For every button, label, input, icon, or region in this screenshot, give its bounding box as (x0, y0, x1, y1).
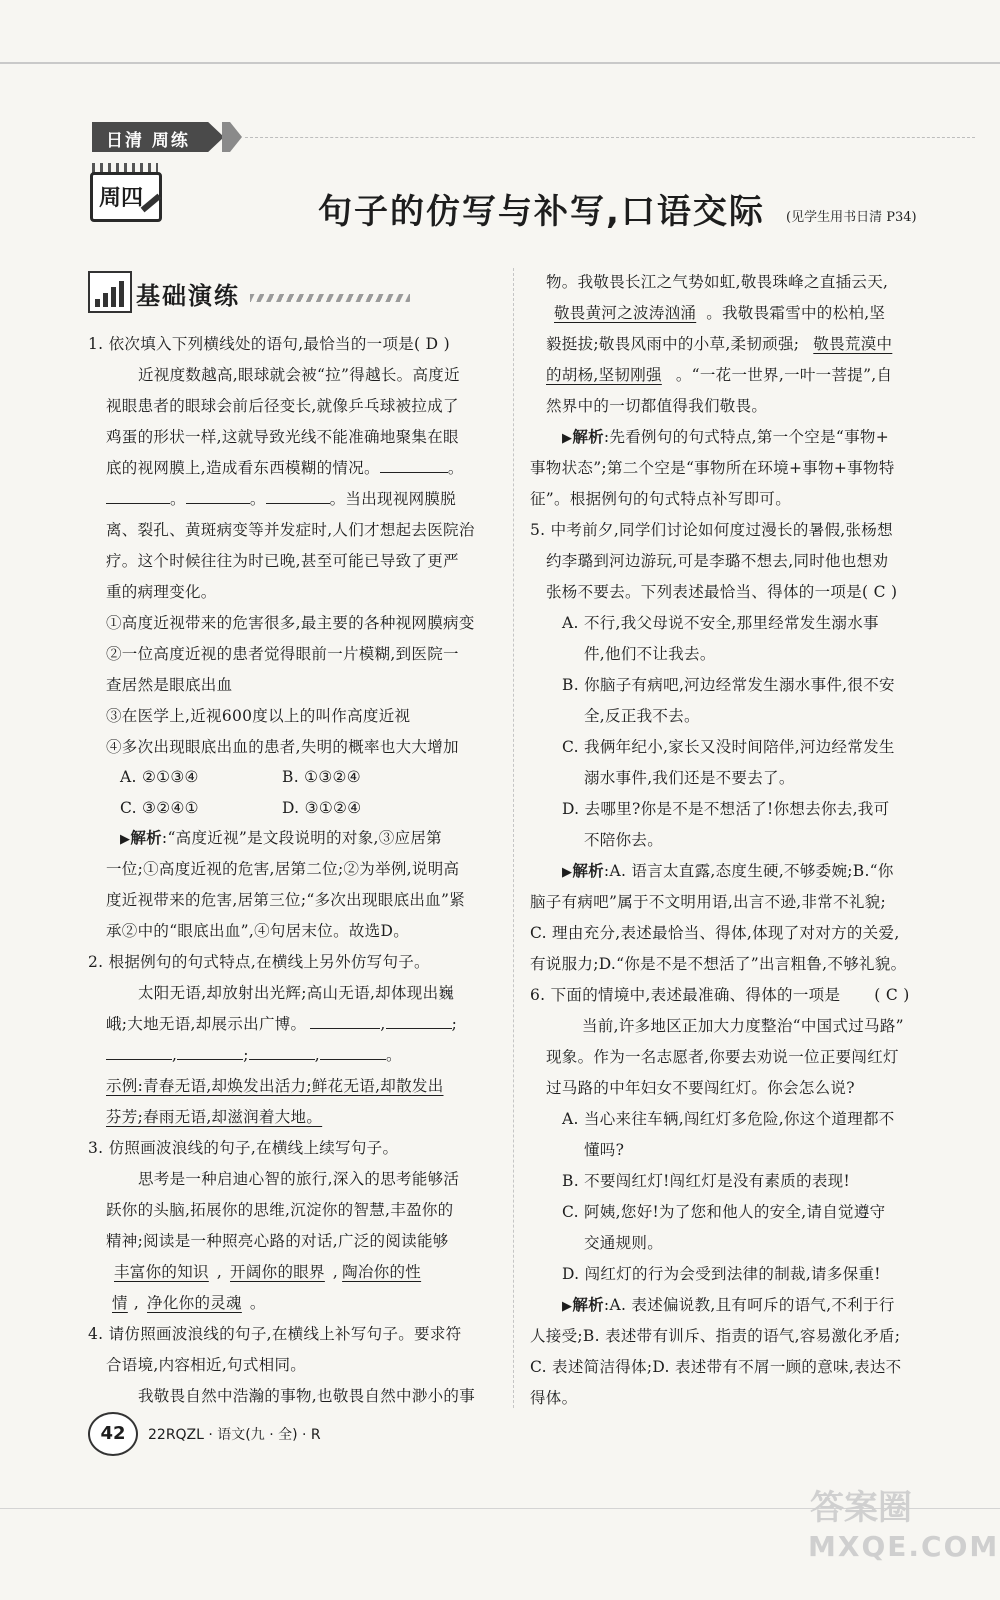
q2-sample-answer-2: 芬芳;春雨无语,却滋润着大地。 (106, 1108, 323, 1126)
play-icon: ▶ (562, 865, 573, 880)
q3-passage-2: 跃你的头脑,拓展你的思维,沉淀你的智慧,丰盈你的 (106, 1201, 454, 1219)
day-tag (90, 172, 162, 222)
q4-stem-1: 4. 请仿照画波浪线的句子,在横线上补写句子。要求符 (88, 1325, 462, 1343)
answer-blank (310, 1014, 380, 1029)
q3-stem: 3. 仿照画波浪线的句子,在横线上续写句子。 (88, 1139, 399, 1157)
q5-analysis-2: 脑子有病吧”属于不文明用语,出言不逊,非常不礼貌; (530, 893, 887, 911)
reference-note: (见学生用书日清 P34) (786, 210, 917, 225)
day-label: 周四 (99, 186, 144, 211)
page-number: 42 (88, 1412, 138, 1456)
q6-analysis-4: 得体。 (530, 1389, 578, 1407)
answer-blank (249, 1045, 315, 1060)
q4-passage-2: 物。我敬畏长江之气势如虹,敬畏珠峰之直插云天, (546, 273, 889, 291)
q1-passage-1: 近视度数越高,眼球就会被“拉”得越长。高度近 (138, 366, 460, 384)
q6-option-c: C. 阿姨,您好!为了您和他人的安全,请自觉遵守 (562, 1203, 886, 1221)
q4-analysis-3: 征”。根据例句的句式特点补写即可。 (530, 490, 792, 508)
q3-passage-3: 精神;阅读是一种照亮心路的对话,广泛的阅读能够 (106, 1232, 449, 1250)
answer-blank (380, 458, 448, 473)
q6-option-c-cont: 交通规则。 (584, 1234, 664, 1252)
answer-blank (266, 489, 330, 504)
q5-option-a-cont: 件,他们不让我去。 (584, 645, 716, 663)
book-code: 22RQZL · 语文(九 · 全) · R (148, 1427, 321, 1443)
play-icon: ▶ (562, 1299, 573, 1314)
q1-passage-4: 底的视网膜上,造成看东西模糊的情况。 。 (106, 459, 464, 477)
q6-answer: ( C ) (874, 986, 910, 1004)
q5-analysis-4: 有说服力;D.“你是不是不想活了”出言粗鲁,不够礼貌。 (530, 955, 907, 973)
q4-analysis-1: ▶解析:先看例句的句式特点,第一个空是“事物+ (562, 427, 889, 446)
q2-example-1: 太阳无语,却放射出光辉;高山无语,却体现出巍 (138, 984, 455, 1002)
header-banner (92, 122, 242, 152)
play-icon: ▶ (120, 832, 131, 847)
q4-passage-3: 敬畏黄河之波涛汹涌 。我敬畏霜雪中的松柏,坚 (554, 304, 886, 322)
section-stripe (250, 294, 410, 302)
answer-blank (186, 489, 250, 504)
q1-analysis-3: 度近视带来的危害,居第三位;“多次出现眼底出血”紧 (106, 891, 465, 909)
q1-passage-2: 视眼患者的眼球会前后径变长,就像乒乓球被拉成了 (106, 397, 459, 415)
answer-blank (386, 1014, 452, 1029)
banner-label: 日清 周练 (106, 131, 190, 151)
q1-analysis-2: 一位;①高度近视的危害,居第二位;②为举例,说明高 (106, 860, 460, 878)
q1-sentence-1: ①高度近视带来的危害很多,最主要的各种视网膜病变 (106, 614, 475, 632)
play-icon: ▶ (562, 431, 573, 446)
q5-option-c: C. 我俩年纪小,家长又没时间陪伴,河边经常发生 (562, 738, 895, 756)
q6-option-a-cont: 懂吗? (584, 1141, 625, 1159)
q4-passage-5: 的胡杨,坚韧刚强 。“一花一世界,一叶一菩提”,自 (546, 366, 893, 384)
q4-stem-2: 合语境,内容相近,句式相同。 (106, 1356, 307, 1374)
q1-passage-8: 重的病理变化。 (106, 583, 217, 601)
q6-analysis-1: ▶解析:A. 表述偏说教,且有呵斥的语气,不利于行 (562, 1295, 895, 1314)
q5-stem-1: 5. 中考前夕,同学们讨论如何度过漫长的暑假,张杨想 (530, 521, 893, 539)
q5-option-b: B. 你脑子有病吧,河边经常发生溺水事件,很不安 (562, 676, 895, 694)
q5-stem-2: 约李璐到河边游玩,可是李璐不想去,同时他也想劝 (546, 552, 889, 570)
q4-analysis-2: 事物状态”;第二个空是“事物所在环境+事物+事物特 (530, 459, 895, 477)
answer-blank (106, 1045, 172, 1060)
q3-answer-line-2: 情 , 净化你的灵魂 。 (112, 1294, 266, 1312)
q6-option-b: B. 不要闯红灯!闯红灯是没有素质的表现! (562, 1172, 851, 1190)
q1-passage-6: 离、裂孔、黄斑病变等并发症时,人们才想起去医院治 (106, 521, 475, 539)
q2-sample-answer-1: 示例:青春无语,却焕发出活力;鲜花无语,却散发出 (106, 1077, 444, 1095)
q4-passage-4: 毅挺拔;敬畏风雨中的小草,柔韧顽强; 敬畏荒漠中 (546, 335, 893, 353)
q6-analysis-3: C. 表述简洁得体;D. 表述带有不屑一顾的意味,表达不 (530, 1358, 902, 1376)
q1-sentence-4: ④多次出现眼底出血的患者,失明的概率也大大增加 (106, 738, 459, 756)
q4-passage-6: 然界中的一切都值得我们敬畏。 (546, 397, 768, 415)
top-border (0, 62, 1000, 64)
q1-option-b: B. ①③②④ (282, 768, 361, 786)
q2-stem: 2. 根据例句的句式特点,在横线上另外仿写句子。 (88, 953, 430, 971)
bar-chart-icon (88, 271, 132, 313)
answer-blank (106, 489, 170, 504)
q6-analysis-2: 人接受;B. 表述带有训斥、指责的语气,容易激化矛盾; (530, 1327, 901, 1345)
q1-stem: 1. 依次填入下列横线处的语句,最恰当的一项是( D ) (88, 335, 450, 353)
q5-analysis-3: C. 理由充分,表述最恰当、得体,体现了对对方的关爱, (530, 924, 900, 942)
q1-passage-7: 疗。这个时候往往为时已晚,甚至可能已导致了更严 (106, 552, 459, 570)
q5-option-d: D. 去哪里?你是不是不想活了!你想去你去,我可 (562, 800, 890, 818)
q6-context-1: 当前,许多地区正加大力度整治“中国式过马路” (582, 1017, 904, 1035)
answer-blank (177, 1045, 243, 1060)
q5-option-a: A. 不行,我父母说不安全,那里经常发生溺水事 (562, 614, 879, 632)
q5-analysis-1: ▶解析:A. 语言太直露,态度生硬,不够委婉;B.“你 (562, 861, 894, 880)
q1-sentence-2: ②一位高度近视的患者觉得眼前一片模糊,到医院一 (106, 645, 459, 663)
q4-passage-1: 我敬畏自然中浩瀚的事物,也敬畏自然中渺小的事 (138, 1387, 476, 1405)
watermark-url: MXQE.COM (808, 1530, 1000, 1563)
q1-passage-5: 。 。 。当出现视网膜脱 (106, 489, 456, 509)
q6-option-d: D. 闯红灯的行为会受到法律的制裁,请多保重! (562, 1265, 881, 1283)
q1-sentence-3: ③在医学上,近视600度以上的叫作高度近视 (106, 707, 411, 725)
section-title: 基础演练 (136, 282, 240, 310)
q6-context-3: 过马路的中年妇女不要闯红灯。你会怎么说? (546, 1079, 855, 1097)
header-divider (245, 137, 975, 138)
column-divider (513, 268, 514, 1408)
q2-blanks: , ; , 。 (106, 1045, 402, 1065)
q1-option-d: D. ③①②④ (282, 799, 362, 817)
q6-option-a: A. 当心来往车辆,闯红灯多危险,你这个道理都不 (562, 1110, 895, 1128)
q3-passage-1: 思考是一种启迪心智的旅行,深入的思考能够活 (138, 1170, 460, 1188)
q6-context-2: 现象。作为一名志愿者,你要去劝说一位正要闯红灯 (546, 1048, 899, 1066)
q5-option-c-cont: 溺水事件,我们还是不要去了。 (584, 769, 795, 787)
q5-option-b-cont: 全,反正我不去。 (584, 707, 700, 725)
q3-answer-line-1: 丰富你的知识 , 开阔你的眼界 , 陶冶你的性 (114, 1263, 422, 1281)
q6-stem: 6. 下面的情境中,表述最准确、得体的一项是 ( C ) (530, 986, 910, 1004)
chevron-right-icon (222, 122, 242, 152)
q1-analysis-1: ▶解析:“高度近视”是文段说明的对象,③应居第 (120, 828, 442, 847)
q1-passage-3: 鸡蛋的形状一样,这就导致光线不能准确地聚集在眼 (106, 428, 459, 446)
q1-sentence-2-cont: 查居然是眼底出血 (106, 676, 233, 694)
page-title: 句子的仿写与补写,口语交际 (318, 192, 765, 232)
q5-option-d-cont: 不陪你去。 (584, 831, 664, 849)
answer-blank (320, 1045, 386, 1060)
q1-analysis-4: 承②中的“眼底出血”,④句居末位。故选D。 (106, 922, 410, 940)
watermark-logo: 答案圈 (810, 1488, 912, 1528)
q1-option-c: C. ③②④① (120, 799, 199, 817)
q1-option-a: A. ②①③④ (120, 768, 199, 786)
q5-stem-3: 张杨不要去。下列表述最恰当、得体的一项是( C ) (546, 583, 898, 601)
q2-example-2: 峨;大地无语,却展示出广博。 , ; (106, 1015, 458, 1033)
